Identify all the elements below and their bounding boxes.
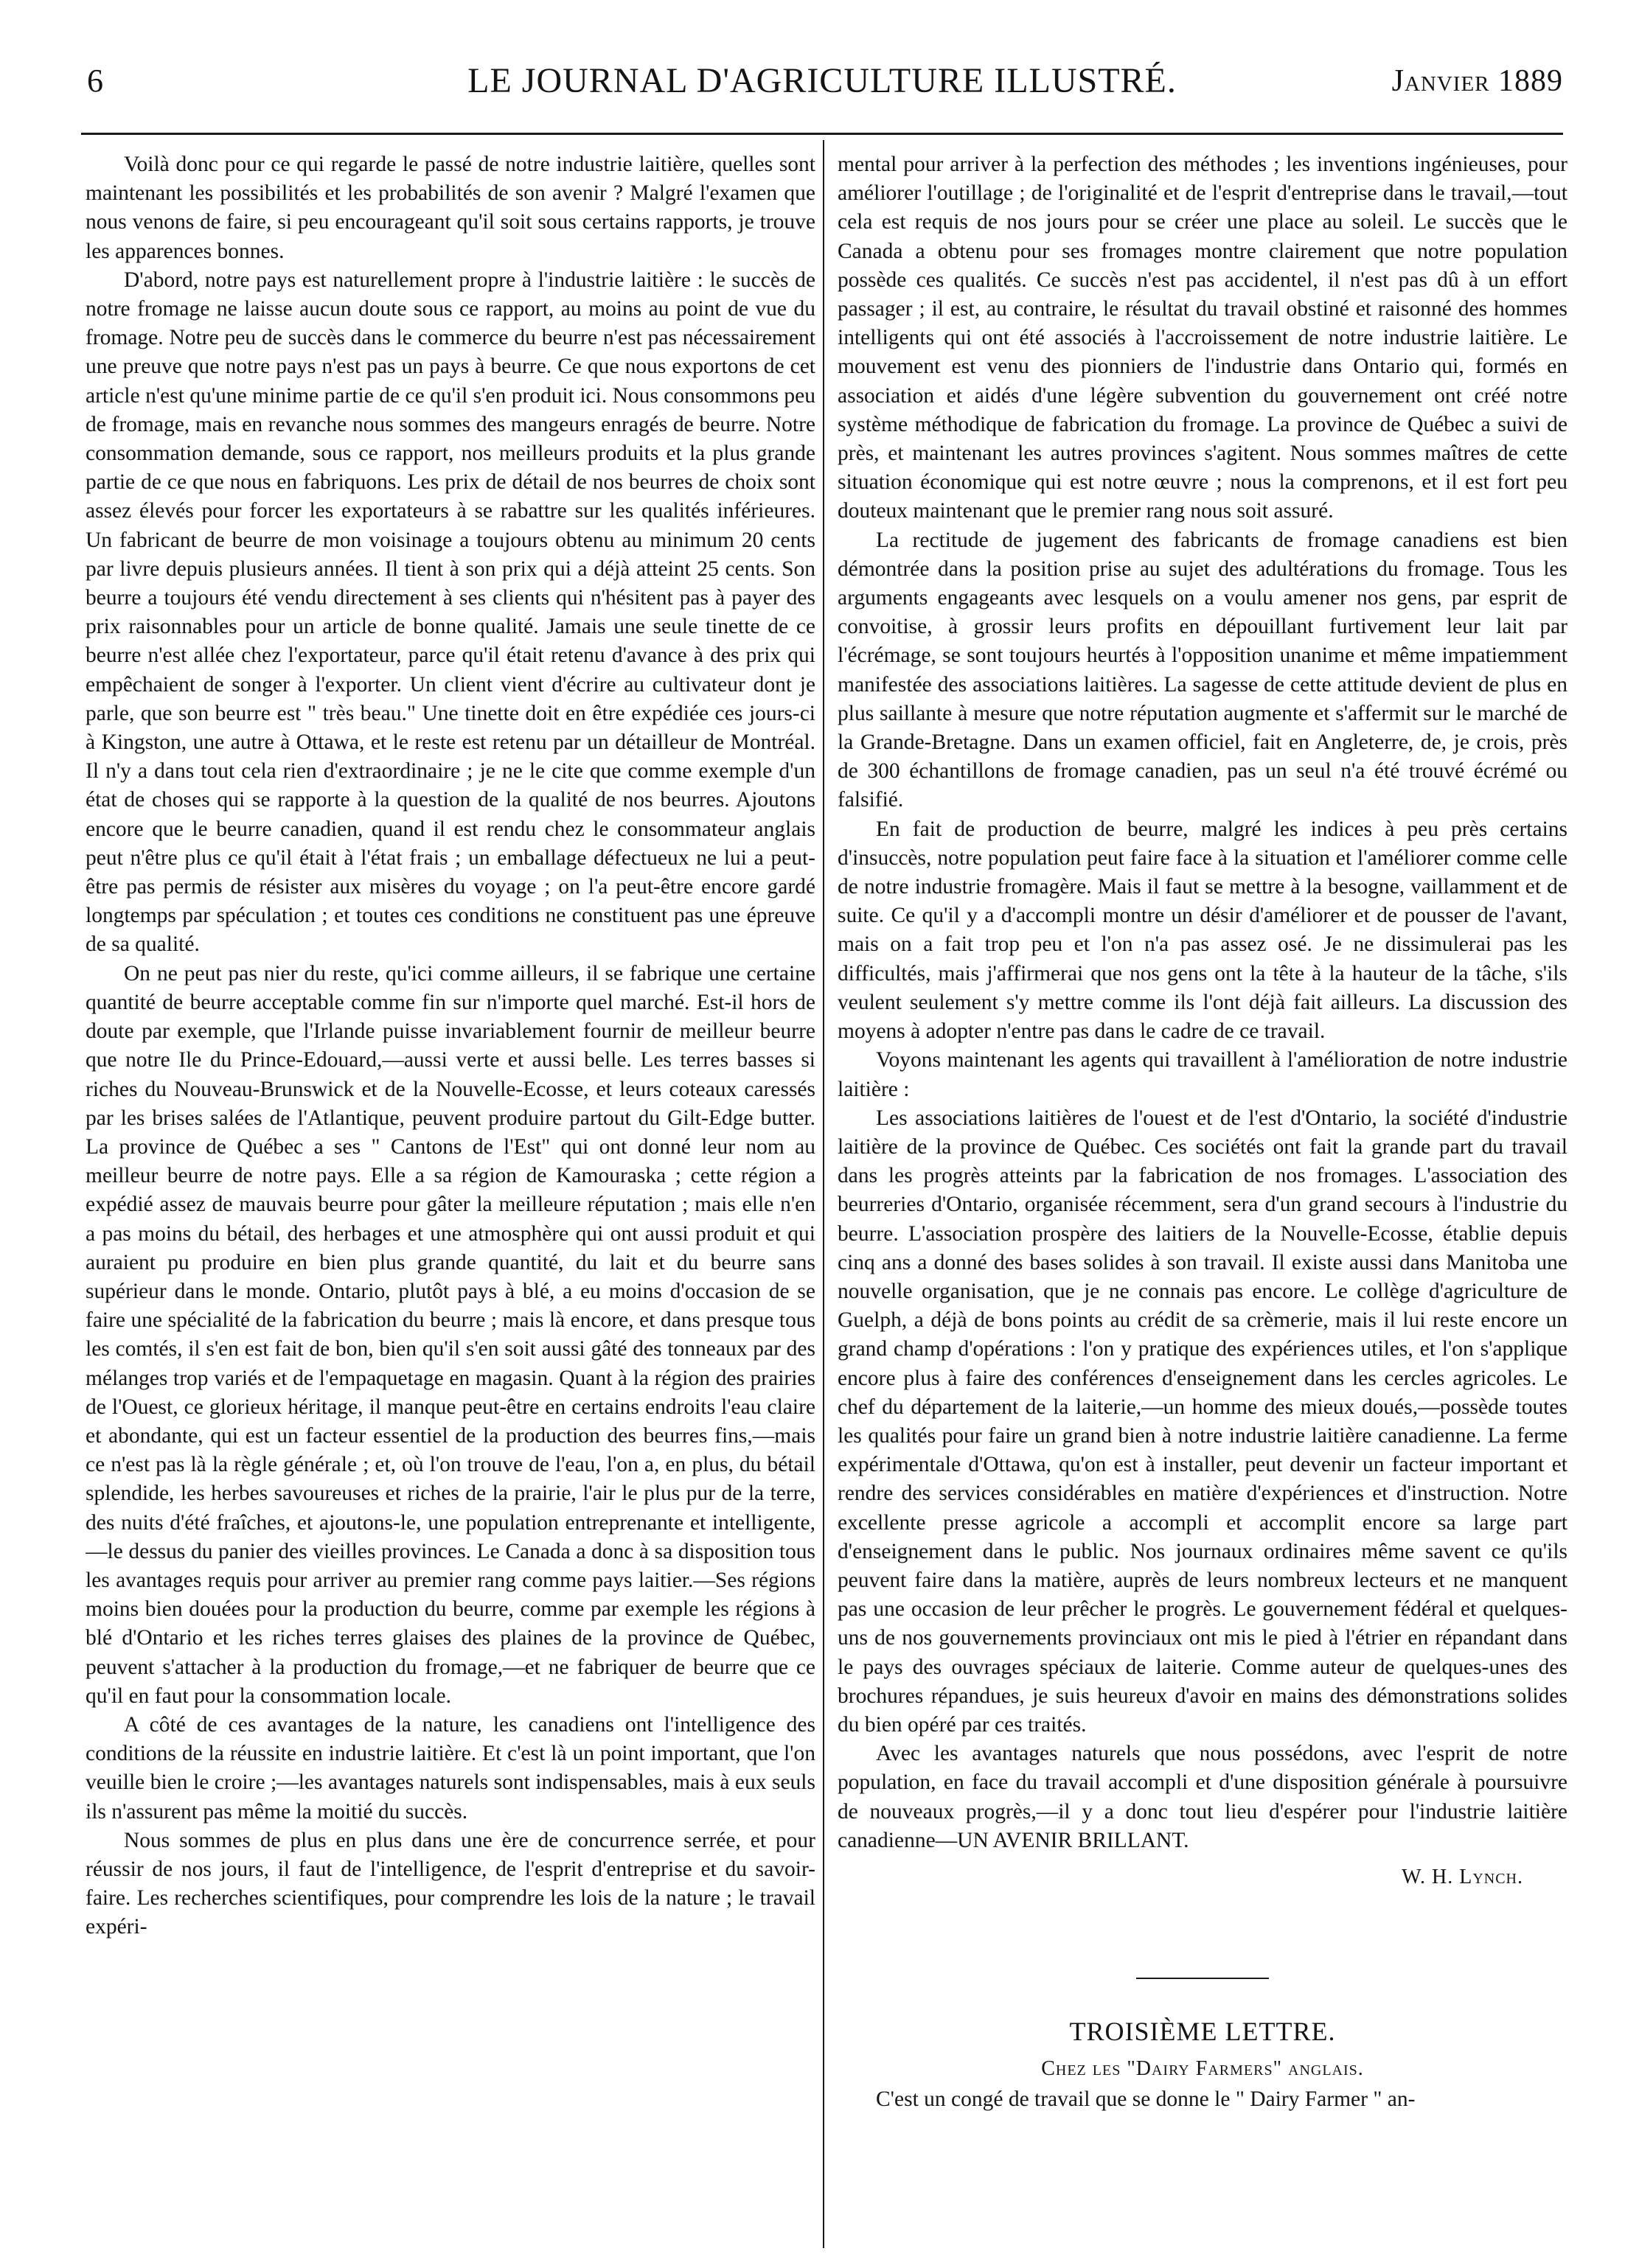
paragraph: Avec les avantages naturels que nous possédons, avec l'esprit de notre population, en face du travail accompli et d'une disposition générale à poursuivre de nouveaux progrès,—il y a donc tout lieu d'espérer pour l'industrie laitière canadienne—UN AVENIR BRILLANT. — [838, 1742, 1567, 1852]
author-signature: W. H. Lynch. — [1402, 1865, 1523, 1888]
paragraph: On ne peut pas nier du reste, qu'ici comme ailleurs, il se fabrique une certaine quantité de beurre acceptable comme fin sur n'importe quel marché. Est-il hors de doute par exemple, que l'Irlande puisse invariablement fournir de meilleur beurre que notre Ile du Prince-Edouard,—aussi verte et aussi belle. Les terres basses si riches du Nouveau-Brunswick et de la Nouvelle-Ecosse, et leurs coteaux caressés par les brises salées de l'Atlantique, peuvent produire partout du Gilt-Edge butter. La province de Québec a ses " Cantons de l'Est" qui ont donné leur nom au meilleur beurre de notre pays. Elle a sa région de Kamouraska ; cette région a expédié assez de mauvais beurre pour gâter la meilleure réputation ; mais elle n'en a pas moins du bétail, des herbages et une atmosphère qui ont aussi produit et qui auraient pu produire en bien plus grande quantité, du lait et du beurre sans supérieur dans le monde. Ontario, plutôt pays à blé, a eu moins d'occasion de se faire une spécialité de la fabrication du beurre ; mais là encore, et dans presque tous les comtés, il s'en est fait de bon, bien qu'il s'en soit aussi gâté des tonneaux par des mélanges trop variés et de l'empaquetage en magasin. Quant à la région des prairies de l'Ouest, ce glorieux héritage, il manque peut-être en certains endroits l'eau claire et abondante, qui est un facteur essentiel de la production des beurres fins,—mais ce n'est pas là la règle générale ; et, où l'on trouve de l'eau, l'on a, en plus, du bétail splendide, les herbes savoureuses et riches de la prairie, l'air le plus pur de la terre, des nuits d'été fraîches, et ajoutons-le, une population entreprenante et intelligente,—le dessus du panier des vieilles provinces. Le Canada a donc à sa disposition tous les avantages requis pour arriver au premier rang comme pays laitier.—Ses régions moins bien douées pour la production du beurre, comme par exemple les régions à blé d'Ontario et les riches terres glaises des plaines de la province de Québec, peuvent s'attacher à la production du fromage,—et ne fabriquer de beurre que ce qu'il en faut pour la consommation locale. — [86, 961, 815, 1708]
page-number: 6 — [87, 63, 103, 99]
header-rule — [81, 133, 1563, 135]
left-column — [86, 150, 815, 2244]
journal-title: LE JOURNAL D'AGRICULTURE ILLUSTRÉ. — [467, 61, 1177, 100]
paragraph: Les associations laitières de l'ouest et de l'est d'Ontario, la société d'industrie laitière de la province de Québec. Ces sociétés ont fait la grande part du travail dans les progrès atteints par la fabrication de nos fromages. L'association des beurreries d'Ontario, organisée récemment, sera d'un grand secours à l'industrie du beurre. L'association prospère des laitiers de la Nouvelle-Ecosse, établie depuis cinq ans a donné des bases solides à son travail. Il existe aussi dans Manitoba une nouvelle organisation, que je ne connais pas encore. Le collège d'agriculture de Guelph, a déjà de bons points au crédit de sa crèmerie, mais il lui reste encore un grand champ d'opérations : l'on y pratique des expériences utiles, et l'on s'applique encore plus à faire des conférences d'enseignement dans les cercles agricoles. Le chef du département de la laiterie,—un homme des mieux doués,—possède toutes les qualités pour faire un grand bien à notre industrie laitière canadienne. La ferme expérimentale d'Ottawa, qu'on est à installer, peut devenir un facteur important et rendre des services considérables en matière d'expériences et d'instruction. Notre excellente presse agricole a accompli et accomplit encore sa large part d'enseignement dans le public. Nos journaux ordinaires même savent ce qu'ils peuvent faire dans la matière, auprès de leurs nombreux lecteurs et ne manquent pas une occasion de leur prêcher le progrès. Le gouvernement fédéral et quelques-uns de nos gouvernements provinciaux ont mis le pied à l'étrier en répandant dans le pays des ouvrages spéciaux de laiterie. Comme auteur de quelques-unes des brochures répandues, je suis heureux d'avoir en mains des démonstrations solides du bien opéré par ces traités. — [838, 1106, 1567, 1737]
paragraph: A côté de ces avantages de la nature, les canadiens ont l'intelligence des conditions de la réussite en industrie laitière. Et c'est là un point important, que l'on veuille bien le croire ;—les avantages naturels sont indispensables, mais à eux seuls ils n'assurent pas même la moitié du succès. — [86, 1712, 815, 1824]
section-separator — [1136, 1978, 1269, 1979]
paragraph: En fait de production de beurre, malgré les indices à peu près certains d'insuccès, notre population peut faire face à la situation et l'améliorer comme celle de notre industrie fromagère. Mais il faut se mettre à la besogne, vaillamment et de suite. Ce qu'il y a d'accompli montre un désir d'améliorer et de pousser de l'avant, mais on a fait trop peu et l'on n'a pas assez osé. Je ne dissimulerai pas les difficultés, mais j'affirmerai que nos gens ont la tête à la hauteur de la tâche, s'ils veulent seulement s'y mettre comme ils l'ont déjà fait ailleurs. La discussion des moyens à adopter n'entre pas dans le cadre de ce travail. — [838, 817, 1567, 1044]
paragraph: La rectitude de jugement des fabricants de fromage canadiens est bien démontrée dans la position prise au sujet des adultérations du fromage. Tous les arguments engageants avec lesquels on a voulu amener nos gens, par esprit de convoitise, à grossir leurs profits en dépouillant furtivement leur lait par l'écrémage, se sont toujours heurtés à l'opposition unanime et même impatiemment manifestée des associations laitières. La sagesse de cette attitude devient de plus en plus saillante à mesure que notre réputation augmente et s'affermit sur le marché de la Grande-Bretagne. Dans un examen officiel, fait en Angleterre, de, je crois, près de 300 échantillons de fromage canadien, pas un seul n'a été trouvé écrémé ou falsifié. — [838, 528, 1567, 812]
paragraph: Voilà donc pour ce qui regarde le passé de notre industrie laitière, quelles sont maintenant les possibilités et les probabilités de son avenir ? Malgré l'examen que nous venons de faire, si peu encourageant qu'il soit sous certains rapports, je trouve les apparences bonnes. — [86, 153, 815, 263]
column-divider — [823, 140, 824, 2248]
paragraph: mental pour arriver à la perfection des méthodes ; les inventions ingénieuses, pour améliorer l'outillage ; de l'originalité et de l'esprit d'entreprise dans le travail,—tout cela est requis de nos jours pour se créer une place au soleil. Le succès que le Canada a obtenu pour ses fromages montre clairement que notre population possède ces qualités. Ce succès n'est pas accidentel, il n'est pas dû à un effort passager ; il est, au contraire, le résultat du travail obstiné et raisonné des hommes intelligents qui ont été associés à l'accroissement de notre industrie laitière. Le mouvement est venu des pionniers de l'industrie dans Ontario qui, formés en association et aidés d'une légère subvention du gouvernement ont créé notre système méthodique de fabrication du fromage. La province de Québec a suivi de près, et maintenant les autres provinces s'agitent. Nous sommes maîtres de cette situation économique qui est notre œuvre ; nous la comprenons, et il est fort peu douteux maintenant que le premier rang nous soit assuré. — [838, 153, 1567, 523]
right-column — [838, 150, 1567, 2244]
issue-date: Janvier 1889 — [1391, 64, 1563, 98]
section-title: TROISIÈME LETTRE. — [1069, 2016, 1336, 2046]
section-subtitle: Chez les "Dairy Farmers" anglais. — [1041, 2056, 1364, 2080]
paragraph: C'est un congé de travail que se donne le " Dairy Farmer " an- — [876, 2087, 1416, 2111]
paragraph: Nous sommes de plus en plus dans une ère de concurrence serrée, et pour réussir de nos jours, il faut de l'intelligence, de l'esprit d'entreprise et du savoir-faire. Les recherches scientifiques, pour comprendre les lois de la nature ; le travail expéri- — [86, 1828, 815, 1939]
paragraph: Voyons maintenant les agents qui travaillent à l'amélioration de notre industrie laitière : — [838, 1048, 1567, 1101]
paragraph: D'abord, notre pays est naturellement propre à l'industrie laitière : le succès de notre fromage ne laisse aucun doute sous ce rapport, au moins au point de vue du fromage. Notre peu de succès dans le commerce du beurre n'est pas nécessairement une preuve que notre pays n'est pas un pays à beurre. Ce que nous exportons de cet article n'est qu'une minime partie de ce qu'il s'en produit ici. Nous consommons peu de fromage, mais en revanche nous sommes des mangeurs enragés de beurre. Notre consommation demande, sous ce rapport, nos meilleurs produits et la plus grande partie de ce que nous en fabriquons. Les prix de détail de nos beurres de choix sont assez élevés pour forcer les exportateurs à se rabattre sur les qualités inférieures. Un fabricant de beurre de mon voisinage a toujours obtenu au minimum 20 cents par livre depuis plusieurs années. Il tient à son prix qui a déjà atteint 25 cents. Son beurre a toujours été vendu directement à ses clients qui n'hésitent pas à payer des prix raisonnables pour un article de bonne qualité. Jamais une seule tinette de ce beurre n'est allée chez l'exportateur, parce qu'il était retenu d'avance à des prix qui empêchaient de songer à l'exporter. Un client vient d'écrire au cultivateur dont je parle, que son beurre est " très beau." Une tinette doit en être expédiée ces jours-ci à Kingston, une autre à Ottawa, et le reste est retenu par un détailleur de Montréal. Il n'y a dans tout cela rien d'extraordinaire ; je ne le cite que comme exemple d'un état de choses qui se rapporte à la question de la qualité de nos beurres. Ajoutons encore que le beurre canadien, quand il est rendu chez le consommateur anglais peut n'être plus ce qu'il était à l'état frais ; un emballage défectueux ne lui a peut-être pas permis de résister aux misères du voyage ; on l'a peut-être encore gardé longtemps par spéculation ; et toutes ces conditions ne constituent pas une épreuve de sa qualité. — [86, 268, 815, 957]
page-header — [81, 57, 1563, 109]
